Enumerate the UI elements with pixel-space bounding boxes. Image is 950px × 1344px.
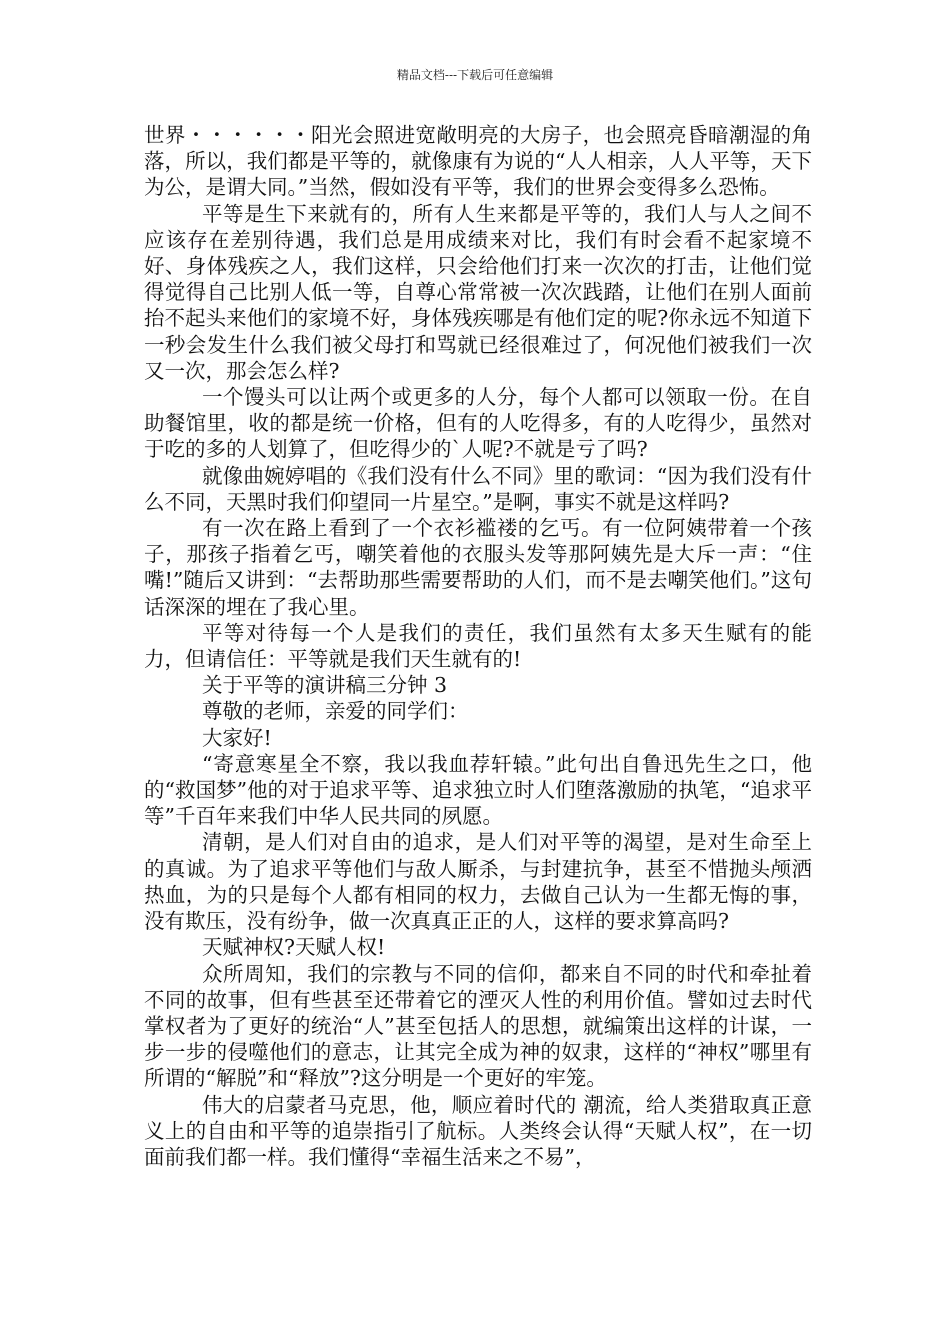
paragraph: 平等对待每一个人是我们的责任，我们虽然有太多天生赋有的能力，但请信任：平等就是我们天生就有的!	[144, 620, 812, 672]
paragraph: 大家好!	[202, 725, 272, 750]
page-header: 精品文档---下载后可任意编辑	[396, 68, 554, 82]
paragraph: 有一次在路上看到了一个衣衫褴褛的乞丐。有一位阿姨带着一个孩子，那孩子指着乞丐，嘲笑着他的衣服头发等那阿姨先是大斥一声：“住嘴!”随后又讲到：“去帮助那些需要帮助的人们，而不是去嘲笑他们。”这句话深深的埋在了我心里。	[144, 516, 812, 619]
paragraph: 关于平等的演讲稿三分钟 3	[202, 673, 448, 698]
paragraph: 清朝，是人们对自由的追求，是人们对平等的渴望，是对生命至上的真诚。为了追求平等他们与敌人厮杀，与封建抗争，甚至不惜抛头颅洒热血，为的只是每个人都有相同的权力，去做自己认为一生都无悔的事，没有欺压，没有纷争，做一次真真正正的人，这样的要求算高吗?	[144, 830, 812, 934]
paragraph: 尊敬的老师，亲爱的同学们：	[202, 699, 469, 724]
paragraph: 就像曲婉婷唱的《我们没有什么不同》里的歌词：“因为我们没有什么不同，天黑时我们仰望同一片星空。”是啊，事实不就是这样吗?	[144, 463, 812, 514]
paragraph: 众所周知，我们的宗教与不同的信仰，都来自不同的时代和牵扯着不同的故事，但有些甚至还带着它的湮灭人性的利用价值。譬如过去时代掌权者为了更好的统治“人”甚至包括人的思想，就编策出这样的计谋，一步一步的侵噬他们的意志，让其完全成为神的奴隶，这样的“神权”哪里有所谓的“解脱”和“释放”?这分明是一个更好的牢笼。	[144, 961, 812, 1091]
paragraph: 天赋神权?天赋人权!	[202, 935, 386, 960]
paragraph: 平等是生下来就有的，所有人生来都是平等的，我们人与人之间不应该存在差别待遇，我们总是用成绩来对比，我们有时会看不起家境不好、身体残疾之人，我们这样，只会给他们打来一次次的打击，让他们觉得觉得自己比别人低一等，自尊心常常被一次次践踏，让他们在别人面前抬不起头来他们的家境不好，身体残疾哪是有他们定的呢?你永远不知道下一秒会发生什么我们被父母打和骂就已经很难过了，何况他们被我们一次又一次，那会怎么样?	[144, 201, 812, 383]
paragraph: 一个馒头可以让两个或更多的人分，每个人都可以领取一份。在自助餐馆里，收的都是统一价格，但有的人吃得多，有的人吃得少，虽然对于吃的多的人划算了，但吃得少的`人呢?不就是亏了吗?	[144, 385, 812, 462]
document-body	[144, 122, 812, 1170]
paragraph: “寄意寒星全不察，我以我血荐轩辕。”此句出自鲁迅先生之口，他的“救国梦”他的对于追求平等、追求独立时人们堕落激励的执笔，“追求平等”千百年来我们中华人民共同的夙愿。	[144, 751, 812, 829]
paragraph: 伟大的启蒙者马克思，他，顺应着时代的 潮流，给人类猎取真正意义上的自由和平等的追崇指引了航标。人类终会认得“天赋人权”，在一切面前我们都一样。我们懂得“幸福生活来之不易”，	[144, 1092, 812, 1169]
paragraph: 世界・・・・・・阳光会照进宽敞明亮的大房子，也会照亮昏暗潮湿的角落，所以，我们都是平等的，就像康有为说的“人人相亲，人人平等，天下为公，是谓大同。”当然，假如没有平等，我们的世界会变得多么恐怖。	[144, 123, 812, 200]
